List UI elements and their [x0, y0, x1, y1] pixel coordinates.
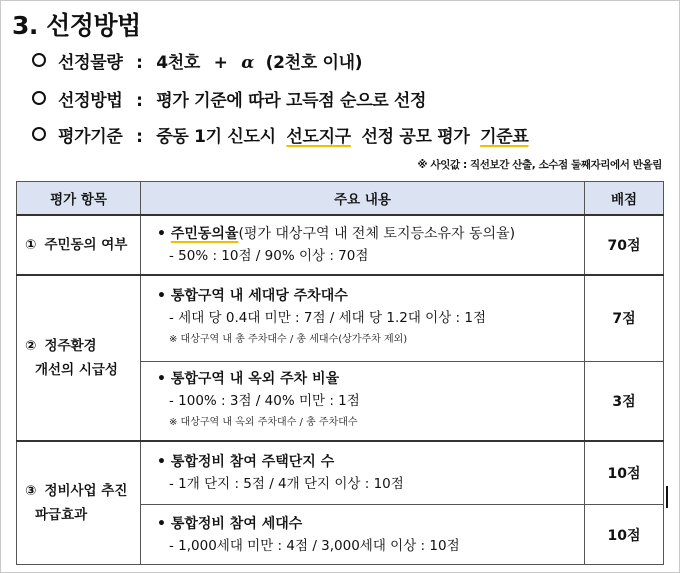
item-cell [17, 215, 141, 275]
bullet-separator: : [136, 127, 143, 147]
header-score: 배점 [585, 182, 664, 216]
evaluation-table [16, 181, 664, 565]
item-number: ② [25, 337, 37, 354]
item-label-line2: 파급효과 [35, 506, 88, 523]
content-heading: • 통합구역 내 옥외 주차 비율 [157, 368, 574, 390]
circle-bullet-icon [32, 127, 46, 141]
content-detail: - 1개 단지 : 5점 / 4개 단지 이상 : 10점 [169, 475, 404, 492]
score-cell: 70점 [585, 215, 664, 275]
content-detail: - 1,000세대 미만 : 4점 / 3,000세대 이상 : 10점 [169, 537, 460, 554]
table-row [17, 441, 664, 505]
alpha-symbol: α [241, 53, 255, 73]
bullet-label: 평가기준 [58, 127, 123, 147]
content-detail: - 50% : 10점 / 90% 이상 : 70점 [169, 248, 369, 264]
table-row [17, 275, 664, 361]
content-heading: • 통합정비 참여 세대수 [157, 513, 574, 535]
bullet-label: 선정물량 [58, 53, 123, 73]
score-cell: 10점 [585, 441, 664, 505]
item-cell [17, 275, 141, 441]
bullet-separator: : [136, 91, 143, 111]
content-cell [141, 441, 585, 505]
interpolation-note: ※ 사잇값 : 직선보간 산출, 소수점 둘째자리에서 반올림 [417, 159, 662, 171]
content-heading: • 통합정비 참여 주택단지 수 [157, 451, 574, 473]
score-cell: 3점 [585, 361, 664, 441]
section-title: 3. 선정방법 [12, 11, 141, 40]
content-cell [141, 275, 585, 361]
bullet-value-underlined-2: 기준표 [480, 127, 529, 147]
bullet-quantity [32, 48, 362, 73]
bullet-criteria [32, 122, 528, 147]
item-label-line2: 개선의 시급성 [35, 361, 118, 378]
bullet-method [32, 86, 426, 111]
content-heading [157, 223, 574, 245]
content-detail: - 세대 당 0.4대 미만 : 7점 / 세대 당 1.2대 이상 : 1점 [169, 310, 486, 327]
content-heading-rest: (평가 대상구역 내 전체 토지등소유자 동의율) [238, 226, 516, 242]
item-cell [17, 441, 141, 565]
bullet-separator: : [136, 53, 143, 73]
table-row [17, 215, 664, 275]
bullet-value-rest: 선정 공모 평가 [361, 127, 470, 147]
content-heading: • 통합구역 내 세대당 주차대수 [157, 285, 574, 307]
bullet-label: 선정방법 [58, 91, 123, 111]
content-detail: - 100% : 3점 / 40% 미만 : 1점 [169, 392, 360, 409]
bullet-value: 평가 기준에 따라 고득점 순으로 선정 [156, 91, 427, 111]
bullet-value-underlined: 선도지구 [286, 127, 351, 147]
item-number: ③ [25, 482, 37, 499]
table-header-row [17, 182, 664, 216]
circle-bullet-icon [32, 91, 46, 105]
item-number: ① [25, 237, 37, 253]
item-label-line1: 정주환경 [44, 337, 97, 354]
header-content: 주요 내용 [141, 182, 585, 216]
score-cell: 10점 [585, 505, 664, 565]
bullet-value: 4천호 [156, 53, 201, 73]
content-cell [141, 505, 585, 565]
score-cell: 7점 [585, 275, 664, 361]
content-cell [141, 215, 585, 275]
content-footnote: ※ 대상구역 내 옥외 주차대수 / 총 주차대수 [169, 416, 358, 428]
bullet-value-extra: (2천호 이내) [265, 53, 363, 73]
plus-sign: + [213, 53, 228, 73]
item-label-line1: 정비사업 추진 [44, 482, 128, 499]
bullet-value: 중동 1기 신도시 [156, 127, 276, 147]
header-item: 평가 항목 [17, 182, 141, 216]
circle-bullet-icon [32, 53, 46, 67]
margin-marker [666, 486, 668, 508]
content-cell [141, 361, 585, 441]
content-footnote: ※ 대상구역 내 총 주차대수 / 총 세대수(상가주차 제외) [169, 334, 408, 346]
item-label: 주민동의 여부 [44, 237, 128, 253]
content-heading-bold: 주민동의율 [170, 226, 239, 242]
